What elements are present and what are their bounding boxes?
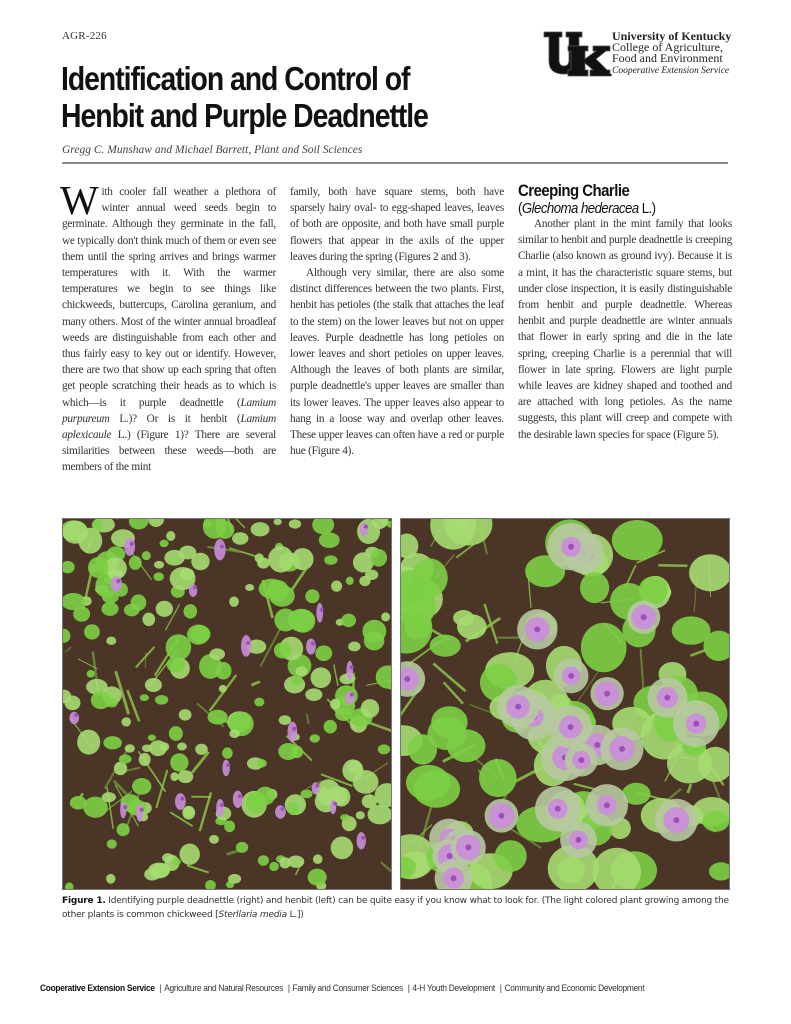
photo-leaf [87, 670, 95, 678]
photo-leaf [142, 551, 151, 560]
photo-leaf [341, 614, 356, 627]
photo-flower [241, 635, 251, 657]
photo-leaf [166, 531, 175, 541]
photo-leaf [178, 770, 194, 783]
photo-flower-center [576, 837, 582, 843]
photo-leaf [703, 811, 729, 832]
creeping-charlie-paragraph: Another plant in the mint family that looks similar to henbit and purple deadnettle is creeping Charlie (also known as ground ivy). Because it is a mint, it has the characteristic square stems, but under close inspection, it is easily distinguishable from henbit and purple deadnettle. Whereas henbit and purple deadnettle are winter annuals that flower in early spring and die in the late spring, creeping Charlie is a perennial that will flower in late spring. Flowers are light purple while leaves are kidney shaped and toothed and are attached with long petioles. As the name suggests, this plant will creep and compete with the desirable lawn species for space (Figure 5). [518, 218, 732, 441]
photo-leaf [453, 610, 474, 626]
photo-leaf [195, 744, 208, 755]
footer-separator: | [499, 983, 502, 993]
photo-flower-center [555, 806, 561, 812]
photo-flower-bud [364, 525, 368, 529]
photo-leaf [102, 591, 119, 604]
henbit-photo-illustration [63, 519, 391, 889]
footer-brand: Cooperative Extension Service [40, 983, 155, 993]
photo-leaf [219, 685, 227, 693]
photo-leaf [155, 695, 168, 705]
photo-leaf [361, 699, 380, 718]
photo-leaf [495, 840, 527, 872]
photo-leaf [70, 796, 87, 809]
photo-leaf [405, 612, 431, 640]
photo-leaf [184, 604, 198, 619]
photo-leaf [91, 691, 111, 709]
section-subheading-species [518, 200, 656, 217]
photo-leaf [182, 806, 195, 820]
photo-leaf [125, 744, 135, 752]
photo-leaf [103, 736, 122, 749]
photo-leaf [119, 754, 132, 763]
photo-leaf [320, 787, 329, 795]
body-column-1 [60, 177, 276, 476]
photo-flower [175, 793, 186, 810]
figure-photo-purple-deadnettle [400, 518, 730, 890]
photo-flower [214, 539, 225, 560]
photo-leaf [324, 555, 337, 565]
photo-leaf [142, 744, 153, 752]
photo-leaf [313, 854, 323, 864]
photo-leaf [121, 717, 131, 726]
purple-deadnettle-photo-illustration [401, 519, 729, 889]
photo-leaf [142, 613, 155, 626]
photo-leaf [140, 694, 149, 701]
photo-flower-bud [74, 713, 78, 717]
photo-leaf [427, 717, 466, 750]
photo-leaf [639, 576, 668, 604]
photo-leaf [316, 779, 341, 806]
photo-flower [124, 538, 135, 556]
document-id: AGR-226 [62, 30, 107, 42]
photo-leaf [132, 778, 151, 795]
footer-item: Agriculture and Natural Resources [164, 983, 283, 993]
photo-leaf [232, 532, 248, 544]
caption-text-a: Identifying purple deadnettle (right) and henbit (left) can be quite easy if you know what to look for. (The light colored plant growing among the other plants is common chickweed [ [62, 896, 729, 920]
photo-leaf [580, 572, 609, 603]
photo-leaf [170, 753, 188, 771]
photo-leaf [356, 811, 365, 819]
photo-flower-bud [193, 586, 197, 590]
photo-leaf [319, 532, 340, 548]
body-column-3 [518, 216, 732, 443]
photo-leaf [324, 720, 337, 734]
photo-flower-center [498, 813, 504, 819]
photo-flower-center [515, 704, 521, 710]
photo-leaf [274, 642, 291, 658]
photo-leaf [279, 715, 291, 725]
intro-paragraph [60, 177, 276, 476]
uk-logo-icon [542, 30, 612, 78]
photo-leaf [102, 792, 116, 802]
photo-flower-bud [130, 542, 134, 546]
footer-separator: | [407, 983, 410, 993]
photo-leaf [269, 585, 295, 607]
photo-flower-center [619, 746, 625, 752]
photo-leaf [139, 753, 151, 766]
photo-leaf [179, 844, 199, 865]
photo-leaf [154, 561, 164, 569]
photo-flower [233, 791, 243, 808]
photo-flower-center [594, 742, 600, 748]
photo-leaf [257, 759, 267, 767]
photo-flower-bud [361, 836, 365, 840]
photo-leaf [287, 802, 299, 815]
photo-leaf [144, 868, 160, 880]
photo-leaf [364, 631, 385, 650]
photo-flower-center [446, 853, 452, 859]
photo-leaf [353, 552, 374, 572]
photo-leaf [311, 667, 332, 688]
photo-leaf [84, 624, 100, 639]
university-name: University of Kentucky [612, 29, 732, 43]
title-line-1: Identification and Control of [61, 60, 410, 97]
photo-leaf [177, 742, 187, 750]
photo-flower [136, 804, 143, 822]
photo-leaf [258, 855, 269, 866]
photo-leaf [274, 609, 296, 632]
species-creeping-charlie: Glechoma hederacea [521, 200, 639, 217]
photo-leaf [348, 641, 360, 651]
photo-leaf [370, 549, 387, 567]
photo-leaf [288, 855, 305, 867]
college-name-line-1: College of Agriculture, [612, 40, 723, 54]
photo-leaf [305, 589, 319, 603]
photo-flower-center [465, 844, 471, 850]
authors-byline: Gregg C. Munshaw and Michael Barrett, Plant and Soil Sciences [62, 144, 363, 156]
photo-flower-center [578, 757, 584, 763]
footer-item: 4-H Youth Development [412, 983, 495, 993]
photo-leaf [228, 874, 241, 884]
photo-leaf [331, 837, 354, 860]
species-henbit: Lamium aplexicaule [62, 412, 276, 442]
photo-leaf [315, 645, 332, 661]
photo-leaf [291, 676, 304, 685]
photo-leaf [106, 874, 115, 884]
photo-leaf [479, 759, 517, 797]
intro-text-c: L.) (Figure 1)? There are several similarities between these weeds—both are members of the mint [62, 429, 276, 474]
photo-leaf [292, 548, 314, 570]
photo-flower [316, 603, 323, 623]
header-divider [62, 162, 728, 164]
photo-flower [111, 576, 122, 592]
photo-leaf [362, 794, 377, 808]
photo-leaf [124, 604, 140, 617]
photo-flower-bud [292, 727, 296, 731]
photo-leaf [301, 789, 313, 798]
photo-stem [145, 653, 146, 668]
photo-flower-center [693, 721, 699, 727]
photo-leaf [378, 744, 390, 754]
photo-flower [360, 523, 368, 537]
figure-label: Figure 1. [62, 896, 106, 906]
photo-leaf [340, 814, 350, 821]
photo-leaf [412, 558, 448, 597]
photo-flower-center [534, 626, 540, 632]
photo-leaf [222, 747, 233, 758]
photo-leaf [406, 765, 450, 801]
photo-leaf [106, 637, 116, 645]
photo-leaf [116, 823, 129, 836]
photo-flower-center [404, 676, 410, 682]
institution-name [612, 30, 731, 78]
caption-species: Sterllaria media [218, 910, 287, 920]
photo-leaf [164, 550, 184, 566]
photo-leaf [229, 729, 239, 738]
footer-item: Community and Economic Development [504, 983, 645, 993]
species-purple-deadnettle: Lamium purpureum [62, 396, 276, 425]
photo-leaf [191, 625, 211, 643]
paren-open: ( [518, 200, 522, 217]
photo-leaf [129, 556, 142, 570]
photo-leaf [166, 634, 192, 660]
photo-leaf [353, 770, 379, 794]
body-column-2 [290, 184, 504, 459]
photo-flower [345, 691, 355, 704]
photo-leaf [107, 839, 117, 848]
section-heading-creeping-charlie: Creeping Charlie [518, 181, 630, 200]
photo-leaf [305, 688, 322, 701]
photo-leaf [101, 602, 118, 616]
photo-flower-center [451, 875, 457, 881]
photo-flower [222, 760, 230, 777]
photo-leaf [310, 734, 320, 742]
photo-leaf [308, 869, 327, 886]
college-name-line-2: Food and Environment [612, 51, 723, 65]
photo-flower-bud [311, 642, 315, 646]
photo-leaf [224, 820, 235, 832]
photo-leaf [209, 835, 219, 844]
figure-photo-henbit [62, 518, 392, 890]
photo-leaf [335, 708, 352, 721]
figure-caption [62, 894, 732, 922]
photo-leaf [581, 623, 627, 672]
photo-flower-bud [123, 805, 127, 809]
photo-leaf [148, 734, 156, 740]
photo-leaf [255, 787, 275, 805]
footer-separator: | [159, 983, 162, 993]
title-line-2: Henbit and Purple Deadnettle [61, 97, 428, 134]
photo-leaf [88, 557, 108, 578]
photo-leaf [208, 710, 228, 725]
photo-flower [346, 661, 353, 680]
footer-item: Family and Consumer Sciences [292, 983, 403, 993]
photo-flower [288, 721, 298, 742]
photo-leaf [179, 709, 192, 720]
drop-cap: W [60, 177, 99, 223]
footer-separator: | [287, 983, 290, 993]
photo-leaf [254, 698, 264, 707]
footer-bar [40, 983, 644, 993]
photo-leaf [78, 528, 102, 554]
photo-leaf [236, 842, 248, 853]
photo-stem [658, 565, 687, 566]
photo-leaf [160, 540, 169, 548]
photo-leaf [245, 584, 254, 591]
photo-flower-bud [315, 783, 319, 787]
photo-flower-center [604, 802, 610, 808]
photo-flower-center [568, 673, 574, 679]
photo-leaf [167, 657, 185, 672]
photo-leaf [145, 678, 162, 692]
photo-flower [120, 802, 126, 819]
photo-leaf [255, 553, 264, 562]
photo-leaf [229, 597, 239, 607]
photo-flower [306, 639, 316, 655]
photo-leaf [381, 612, 390, 621]
photo-flower-bud [320, 608, 324, 612]
page-title [61, 60, 465, 134]
photo-flower-bud [350, 693, 354, 697]
photo-leaf [153, 572, 164, 581]
photo-flower-bud [333, 802, 337, 806]
similarities-paragraph: family, both have square stems, both have sparsely hairy oval- to egg-shaped leaves, leaves of both are opposite, and both have small purple flowers that appear in the axils of the upper leaves during the spring (Figures 2 and 3). [290, 186, 504, 263]
photo-flower-bud [220, 803, 224, 807]
caption-text-b: L.]) [286, 910, 304, 920]
photo-flower-center [568, 544, 574, 550]
intro-text-b: L.)? Or is it henbit ( [109, 412, 241, 425]
photo-flower-bud [180, 797, 184, 801]
photo-flower-bud [238, 794, 242, 798]
photo-flower-center [664, 695, 670, 701]
photo-leaf [289, 519, 301, 528]
photo-leaf [77, 730, 100, 755]
photo-leaf [365, 570, 378, 580]
photo-flower-bud [350, 666, 354, 670]
photo-flower [330, 799, 336, 814]
extension-service-name: Cooperative Extension Service [612, 66, 730, 76]
photo-flower [275, 805, 286, 818]
photo-leaf [170, 772, 178, 781]
photo-leaf [278, 743, 298, 760]
photo-leaf [346, 577, 354, 585]
photo-flower-bud [280, 807, 284, 811]
photo-leaf [269, 862, 279, 871]
photo-leaf [331, 581, 342, 592]
photo-leaf [295, 666, 307, 676]
photo-leaf [204, 520, 213, 527]
photo-flower-bud [116, 579, 120, 583]
photo-flower-center [568, 724, 574, 730]
photo-leaf [172, 859, 181, 866]
photo-flower-center [604, 691, 610, 697]
photo-leaf [251, 522, 270, 536]
photo-leaf [612, 520, 663, 560]
photo-flower-bud [220, 545, 224, 549]
photo-leaf [156, 601, 173, 617]
differences-paragraph: Although very similar, there are also some distinct differences between the two plants. First, henbit has petioles (the stalk that attaches the leaf to the stem) on the lower leaves but not on upper leaves. Purple deadnettle has long petioles on lower leaves and short petioles on upper leaves. Although the leaves of both plants are similar, purple deadnettle's upper leaves are smaller than its lower leaves. The upper leaves also appear to hang in a loose way and overlap other leaves. These upper leaves can often have a red or purple hue (Figure 4). [290, 267, 504, 458]
paren-close: L.) [638, 200, 656, 217]
photo-leaf [330, 699, 340, 710]
photo-leaf [191, 553, 209, 571]
photo-flower-bud [140, 808, 144, 812]
photo-leaf [169, 726, 183, 741]
photo-flower [216, 799, 224, 817]
intro-text-a: ith cooler fall weather a plethora of winter annual weed seeds begin to germinate. Although they germinate in the fall, we typically don't think much of them or even see them until the spring arrives and brings warmer temperatures with it. With the warmer temperatures we begin to see things like chickweeds, buttercups, Carolina geranium, and many others. Most of the winter annual broadleaf weeds are distinguishable from each other and thus fairly easy to key out or identify. However, there are two that show up each spring that often get people scratching their heads as to which is which—is it purple deadnettle ( [62, 186, 276, 409]
photo-flower-center [641, 614, 647, 620]
photo-leaf [268, 546, 293, 573]
photo-leaf [672, 616, 711, 644]
photo-flower-center [673, 817, 679, 823]
photo-flower-bud [226, 763, 230, 767]
photo-leaf [430, 635, 461, 657]
photo-leaf [210, 648, 226, 660]
photo-flower-bud [246, 641, 250, 645]
photo-flower [357, 832, 366, 849]
